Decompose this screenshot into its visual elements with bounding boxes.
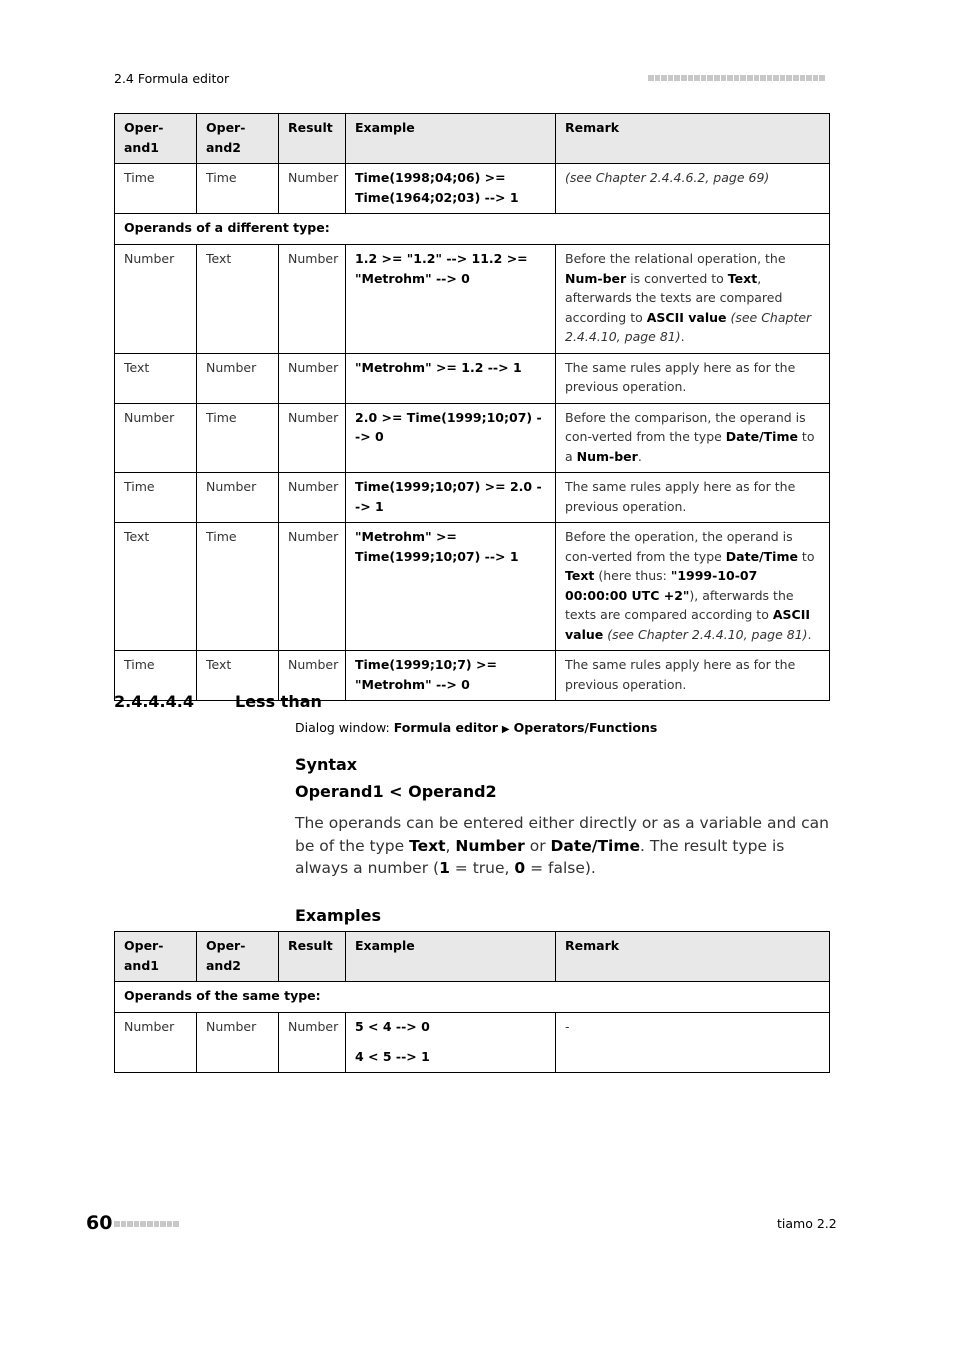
col-header-remark: Remark [556,114,830,164]
chapter-reference: (see Chapter 2.4.4.6.2, page 69) [565,170,770,185]
table-row [115,1013,830,1073]
decoration-square [167,1221,173,1227]
dialog-window-path [295,720,657,735]
decoration-square [114,1221,120,1227]
dialog-path-formula-editor: Formula editor [393,720,498,735]
decoration-square [740,75,746,81]
remark-text: (here thus: [594,568,671,583]
table-row [115,164,830,214]
cell-operand2: Number [197,353,279,403]
para-text: . The result type is always a number ( [295,836,785,877]
running-header-section: 2.4 Formula editor [114,71,230,86]
remark-text: . [807,626,812,642]
dialog-prefix: Dialog window: [295,720,394,735]
decoration-square [154,1221,160,1227]
syntax-expression: Operand1 < Operand2 [295,782,497,801]
para-bold: 0 [514,859,526,877]
cell-result: Number [279,245,346,354]
decoration-square [773,75,779,81]
remark-text: Before the operation, the operand is con-verted from the type [565,529,793,564]
cell-result: Number [279,473,346,523]
cell-operand1: Time [115,651,197,701]
table-row [115,473,830,523]
cell-operand2: Number [197,473,279,523]
remark-bold: Date/Time [725,429,798,444]
cell-example: "Metrohm" >= 1.2 --> 1 [346,353,556,403]
decoration-square [701,75,707,81]
cell-operand2: Text [197,651,279,701]
decoration-square [819,75,825,81]
cell-operand1: Text [115,523,197,651]
decoration-square [754,75,760,81]
remark-text: to [797,548,815,564]
description-paragraph [295,812,835,880]
dialog-path-operators-functions: Operators/Functions [513,720,658,735]
table-row [115,523,830,651]
table-row [115,245,830,354]
remark-bold: Num-ber [565,270,627,286]
decoration-square [160,1221,166,1227]
remark-text: , afterwards the texts are compared according to [565,270,783,325]
remark-text: Before the relational operation, the [565,251,786,266]
decoration-square [668,75,674,81]
col-header-example: Example [346,114,556,164]
table-header-row [115,114,830,164]
decoration-square [780,75,786,81]
header-decoration [648,75,825,81]
cell-example: 2.0 >= Time(1999;10;07) --> 0 [346,403,556,473]
decoration-square [173,1221,179,1227]
decoration-square [655,75,661,81]
col-header-operand2: Oper- and2 [197,932,279,982]
cell-operand1: Text [115,353,197,403]
example-line: 4 < 5 --> 1 [355,1048,430,1064]
decoration-square [681,75,687,81]
col-header-remark: Remark [556,932,830,982]
footer-decoration [114,1221,179,1227]
decoration-square [806,75,812,81]
cell-example: Time(1998;04;06) >= Time(1964;02;03) --> 1 [346,164,556,214]
cell-remark [556,523,830,651]
decoration-square [721,75,727,81]
decoration-square [674,75,680,81]
decoration-square [688,75,694,81]
para-bold: 1 [439,859,450,877]
group-label: Operands of the same type: [115,982,830,1013]
decoration-square [648,75,654,81]
para-bold: Text [409,836,446,855]
decoration-square [140,1221,146,1227]
decoration-square [747,75,753,81]
cell-example: Time(1999;10;07) >= 2.0 --> 1 [346,473,556,523]
remark-bold: Text [565,568,595,583]
cell-operand2: Number [197,1013,279,1073]
remark-bold: Num-ber [576,448,638,464]
remark-bold: Text [727,270,758,286]
remark-bold: ASCII value [646,309,727,325]
cell-result: Number [279,164,346,214]
page-number: 60 [86,1212,113,1234]
remark-bold: "1999-10-07 00:00:00 UTC +2" [565,568,758,603]
remark-text: to a [565,429,815,464]
cell-operand1: Number [115,1013,197,1073]
remark-text: ), afterwards the texts are compared according to [565,587,794,622]
col-header-result: Result [279,932,346,982]
decoration-square [767,75,773,81]
decoration-square [793,75,799,81]
product-name: tiamo 2.2 [777,1216,837,1231]
cell-operand1: Number [115,403,197,473]
remark-bold: ASCII value [565,607,810,642]
remark-bold: Date/Time [725,548,798,564]
cell-remark: The same rules apply here as for the previous operation. [556,651,830,701]
cell-example [346,1013,556,1073]
col-header-operand1: Oper- and1 [115,932,197,982]
para-bold: Date/Time [550,836,640,855]
decoration-square [694,75,700,81]
cell-result: Number [279,353,346,403]
chapter-reference: (see Chapter 2.4.4.10, page 81) [565,309,812,344]
cell-operand2: Text [197,245,279,354]
para-text: The operands can be entered either directly or as a variable and can be of the type [295,814,829,855]
para-text: = true, [449,859,515,877]
cell-operand2: Time [197,523,279,651]
cell-operand1: Number [115,245,197,354]
cell-remark: - [556,1013,830,1073]
cell-remark [556,403,830,473]
group-row [115,982,830,1013]
decoration-square [707,75,713,81]
decoration-square [127,1221,133,1227]
relational-operands-table [114,113,830,701]
cell-remark [556,245,830,354]
cell-result: Number [279,523,346,651]
table-header-row [115,932,830,982]
cell-example: "Metrohm" >= Time(1999;10;07) --> 1 [346,523,556,651]
decoration-square [661,75,667,81]
chapter-reference: (see Chapter 2.4.4.10, page 81) [603,626,808,642]
less-than-examples-table [114,931,830,1073]
decoration-square [734,75,740,81]
decoration-square [121,1221,127,1227]
remark-text: . [680,329,685,344]
para-text: , [445,836,456,855]
cell-remark [556,164,830,214]
section-title: Less than [235,692,322,711]
menu-arrow-icon: ▶ [501,724,510,735]
section-number: 2.4.4.4.4 [114,692,194,711]
cell-result: Number [279,651,346,701]
table-row [115,651,830,701]
para-text: = false). [525,859,596,877]
group-label: Operands of a different type: [115,214,830,245]
examples-heading: Examples [295,906,382,925]
col-header-example: Example [346,932,556,982]
cell-operand2: Time [197,403,279,473]
decoration-square [727,75,733,81]
para-bold: Number [455,836,525,855]
para-text: or [524,836,551,855]
example-line: 5 < 4 --> 0 [355,1019,430,1034]
cell-example: Time(1999;10;7) >= "Metrohm" --> 0 [346,651,556,701]
col-header-operand2: Oper- and2 [197,114,279,164]
cell-remark: The same rules apply here as for the previous operation. [556,353,830,403]
cell-operand2: Time [197,164,279,214]
decoration-square [786,75,792,81]
table-row [115,353,830,403]
remark-text: Before the comparison, the operand is con-verted from the type [565,409,806,444]
cell-remark: The same rules apply here as for the previous operation. [556,473,830,523]
cell-result: Number [279,403,346,473]
cell-operand1: Time [115,473,197,523]
cell-operand1: Time [115,164,197,214]
decoration-square [714,75,720,81]
remark-text: . [637,448,642,464]
decoration-square [800,75,806,81]
decoration-square [760,75,766,81]
decoration-square [134,1221,140,1227]
cell-example: 1.2 >= "1.2" --> 11.2 >= "Metrohm" --> 0 [346,245,556,354]
decoration-square [147,1221,153,1227]
cell-result: Number [279,1013,346,1073]
col-header-result: Result [279,114,346,164]
group-row [115,214,830,245]
decoration-square [813,75,819,81]
table-row [115,403,830,473]
syntax-heading: Syntax [295,755,358,774]
remark-text: is converted to [626,270,728,286]
col-header-operand1: Oper- and1 [115,114,197,164]
